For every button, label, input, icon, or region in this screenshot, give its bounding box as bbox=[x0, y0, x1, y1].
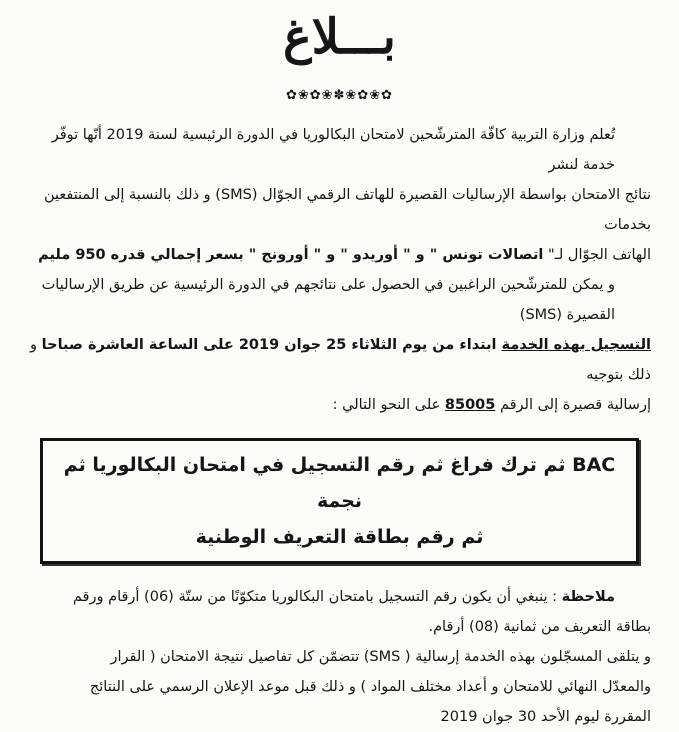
text-fragment: : ينبغي أن يكون رقم التسجيل بامتحان البكالوريا متكوّنًا من ستّة (06) أرقام ورقم bbox=[72, 589, 562, 605]
text-fragment: على النحو التالي : bbox=[332, 397, 445, 413]
sms-format-box bbox=[40, 438, 639, 564]
note-label: ملاحظة bbox=[561, 589, 615, 605]
text-line bbox=[28, 330, 651, 390]
registration-emphasis: التسجيل بهذه الخدمة bbox=[501, 337, 651, 353]
document-title: بـــلاغ bbox=[283, 9, 396, 65]
format-line: BAC ثم ترك فراغ ثم رقم التسجيل في امتحان البكالوريا ثم نجمة bbox=[63, 454, 616, 512]
text-line: المقررة ليوم الأحد 30 جوان 2019 bbox=[440, 709, 651, 725]
note-paragraph bbox=[28, 582, 651, 732]
operators-price: اتصالات تونس " و " أوريدو " و " أورونج " بسعر إجمالي قدره 950 مليم bbox=[38, 247, 544, 263]
text-line: بطاقة التعريف من ثمانية (08) أرقام. bbox=[428, 619, 651, 635]
text-line bbox=[28, 582, 651, 612]
ornament-divider: ✿❀✿❀✽❀✿❀✿ bbox=[285, 88, 394, 103]
text-line bbox=[28, 390, 651, 420]
format-line: ثم رقم بطاقة التعريف الوطنية bbox=[195, 526, 484, 548]
text-fragment: إرسالية قصيرة إلى الرقم bbox=[495, 397, 651, 413]
text-line: و يتلقى المسجّلون بهذه الخدمة إرسالية ( SMS) تتضمّن كل تفاصيل نتيجة الامتحان ( القرار bbox=[110, 649, 651, 665]
text-line: و يمكن للمترشّحين الراغبين في الحصول على نتائجهم في الدورة الرئيسية عن طريق الإرساليات القصيرة (SMS) bbox=[41, 277, 615, 323]
text-line: والمعدّل النهائي للامتحان و أعداد مختلف المواد ) و ذلك قبل موعد الإعلان الرسمي على النتائج bbox=[89, 679, 651, 695]
start-date: ابتداء من يوم الثلاثاء 25 جوان 2019 على الساعة العاشرة صباحا bbox=[41, 337, 502, 353]
text-line: تُعلم وزارة التربية كافّة المترشّحين لامتحان البكالوريا في الدورة الرئيسية لسنة 2019 أنّها توفّر خدمة لنشر bbox=[51, 127, 615, 173]
text-line: نتائج الامتحان بواسطة الإرساليات القصيرة للهاتف الرقمي الجوّال (SMS) و ذلك بالنسبة إلى المنتفعين بخدمات bbox=[43, 187, 651, 233]
announcement-paragraph bbox=[28, 120, 651, 420]
sms-number: 85005 bbox=[444, 397, 496, 413]
text-fragment: الهاتف الجوّال لـ" bbox=[543, 247, 651, 263]
text-line bbox=[28, 240, 651, 270]
text-fragment: و ذلك بتوجيه bbox=[30, 337, 651, 383]
